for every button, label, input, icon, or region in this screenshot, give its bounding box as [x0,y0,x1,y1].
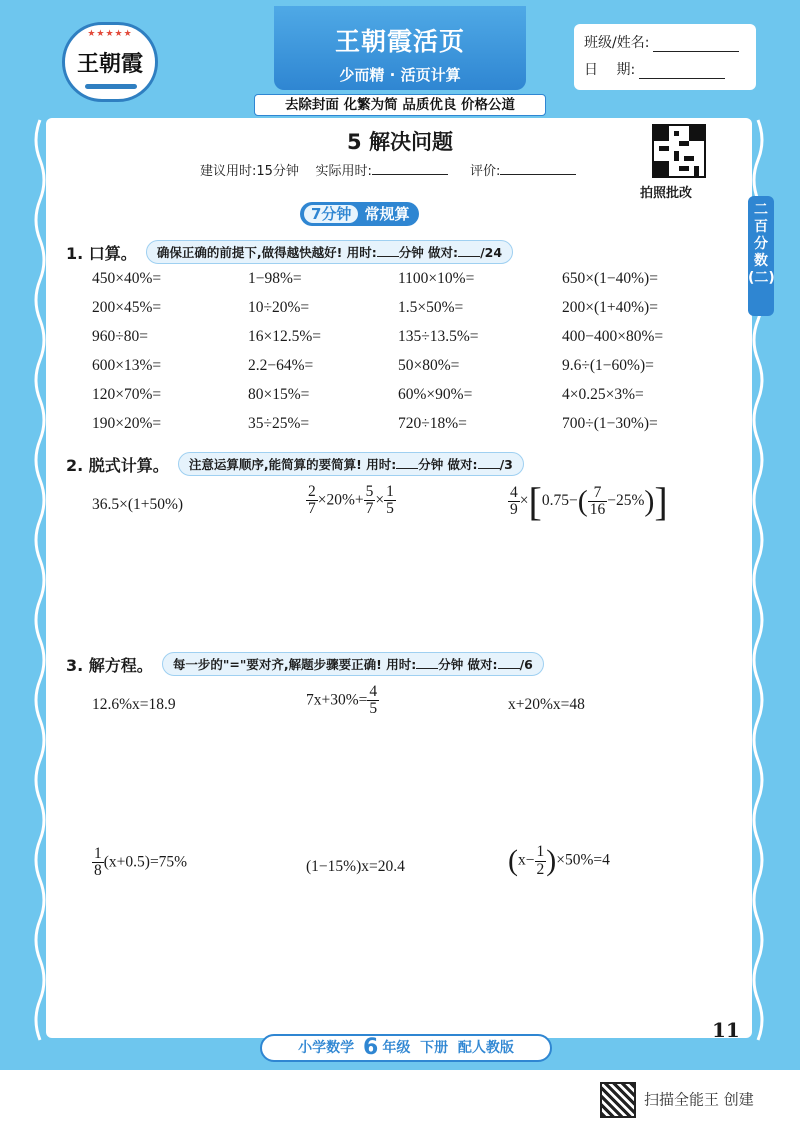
publisher-logo [62,22,158,102]
problem: 1.5×50%= [398,299,464,316]
side-tab-char: 数 [754,253,768,269]
actual-time-label: 实际用时: [315,164,372,179]
footer-subject: 小学数学 [298,1040,355,1056]
time-meta [200,160,594,179]
section-1-header [66,240,513,264]
problem: 80×15%= [248,386,310,403]
equation-1: 12.6%x=18.9 [92,696,176,713]
qr-label: 拍照批改 [640,186,693,201]
unit-side-tab [748,196,774,316]
suggested-time: 建议用时:15分钟 [200,164,299,179]
problem: 60%×90%= [398,386,473,403]
problem: 1−98%= [248,270,302,287]
problem: 4×0.25×3%= [562,386,644,403]
evaluation-field[interactable] [500,163,576,175]
scanner-qr-icon [600,1082,636,1118]
footer-grade-word: 年级 [382,1040,411,1056]
problem: 50×80%= [398,357,460,374]
equation-6: (x− $\frac{1}{2}$ )×50%=4 [508,843,610,878]
problem: 1100×10%= [398,270,475,287]
section-2-header [66,452,524,476]
class-name-label: 班级/姓名: [584,35,650,51]
actual-time-field[interactable] [372,163,448,175]
section-2-heading: 2. 脱式计算。 [66,455,169,475]
brand-title: 王朝霞活页 [334,27,465,56]
date-field[interactable] [639,61,725,79]
problem: 200×45%= [92,299,162,316]
calc-expression-3: $\frac{4}{9}$ ×[0.75−( $\frac{7}{16}$ −25%)] [510,479,668,524]
problem: 450×40%= [92,270,162,287]
footer-volume: 下册 [420,1040,449,1056]
side-tab-char: 百 [754,219,768,235]
problem: 960÷80= [92,328,148,345]
equation-5: (1−15%)x=20.4 [306,858,405,875]
lesson-title: 5 解决问题 [347,130,453,154]
class-name-field[interactable] [653,34,739,52]
section-3-tip: 每一步的"="要对齐,解题步骤要正确! 用时: 分钟 做对: /6 [162,652,544,676]
footer-bar [260,1034,552,1062]
side-tab-char: 二 [754,202,768,218]
problem: 120×70%= [92,386,162,403]
brand-subtitle: 少而精 · 活页计算 [339,66,461,84]
calc-expression-1: 36.5×(1+50%) [92,496,184,513]
section-pill [300,202,419,226]
qr-code-icon[interactable] [652,124,706,178]
equation-3: x+20%x=48 [508,696,585,713]
problem: 650×(1−40%)= [562,270,658,287]
equation-4: $\frac{1}{8}$ (x+0.5)=75% [94,845,188,880]
footer-grade: 6 [363,1035,379,1060]
footer-edition: 配人教版 [457,1040,514,1056]
problem: 9.6÷(1−60%)= [562,357,654,374]
evaluation-label: 评价: [470,164,501,179]
side-tab-char: (二) [748,270,775,286]
header-banner [274,6,526,90]
problem: 200×(1+40%)= [562,299,658,316]
section-3-heading: 3. 解方程。 [66,655,153,675]
problem: 35÷25%= [248,415,310,432]
watermark-text: 扫描全能王 创建 [644,1090,754,1109]
problem: 2.2−64%= [248,357,314,374]
problem: 600×13%= [92,357,162,374]
problem: 400−400×80%= [562,328,664,345]
side-tab-char: 分 [754,236,768,252]
date-label: 日 期: [584,62,636,78]
section-3-header [66,652,544,676]
problem: 190×20%= [92,415,162,432]
problem: 10÷20%= [248,299,310,316]
problem: 16×12.5%= [248,328,322,345]
logo-bar [85,84,137,89]
section-1-heading: 1. 口算。 [66,243,137,263]
stars-icon: ★★★★★ [87,29,133,39]
problem: 135÷13.5%= [398,328,479,345]
pill-time: 7分钟 [304,205,358,223]
calc-expression-2: $\frac{2}{7}$ ×20%+ $\frac{5}{7}$ × $\frac{1}{5}$ [308,483,394,518]
slogan: 去除封面 化繁为简 品质优良 价格公道 [254,94,546,116]
problem: 720÷18%= [398,415,467,432]
section-1-tip: 确保正确的前提下,做得越快越好! 用时: 分钟 做对: /24 [146,240,513,264]
equation-2: 7x+30%= $\frac{4}{5}$ [306,683,378,718]
scanner-watermark [600,1082,754,1118]
section-2-tip: 注意运算顺序,能简算的要简算! 用时: 分钟 做对: /3 [178,452,524,476]
student-info-box [574,24,756,90]
pill-label: 常规算 [364,205,410,223]
page-number: 11 [712,1018,740,1042]
problem: 700÷(1−30%)= [562,415,658,432]
logo-text: 王朝霞 [76,51,143,77]
